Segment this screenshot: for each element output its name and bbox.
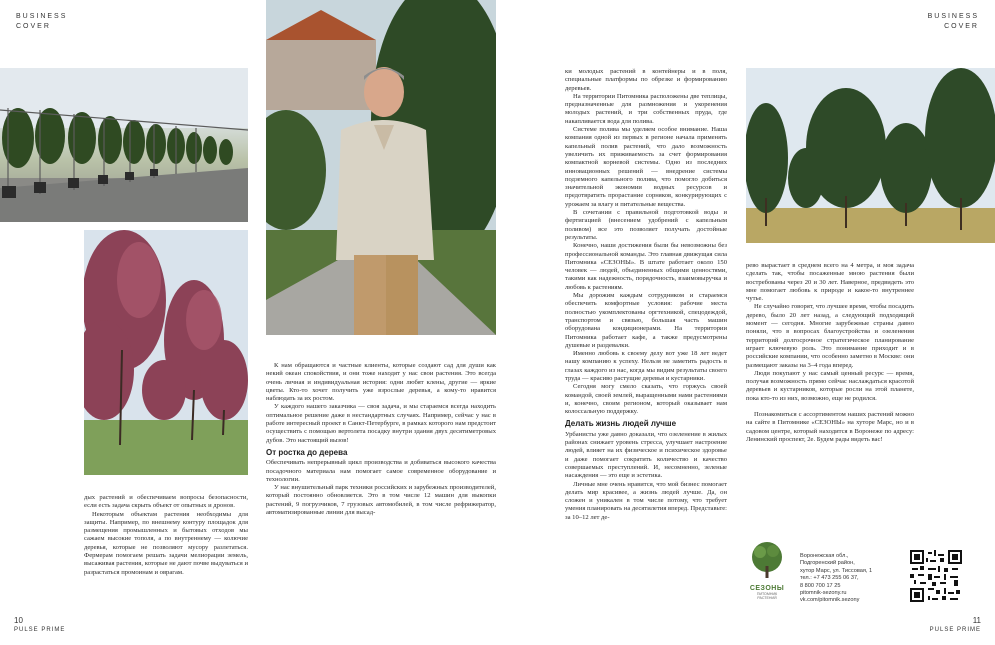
logo-name: СЕЗОНЫ — [749, 585, 785, 592]
article-column-1 — [84, 494, 248, 612]
section-header-left — [16, 12, 67, 32]
contact-line: pitomnik-sezony.ru — [800, 590, 847, 597]
paragraph: дых растений и обеспечиваем вопросы безопасности, если есть задача скрыть объект от опытных и дронов. — [84, 494, 248, 510]
paragraph: Обеспечивать непрерывный цикл производства и добиваться высокого качества посадочного материала нам помогает самое современное оборудование и технологии. — [266, 459, 496, 483]
paragraph: У нас внушительный парк техники российских и зарубежных производителей, который постоянно обновляется. Это в том числе 12 машин для выкопки растений, 9 погрузчиков, 7 грузовых автомобилей, в том числе рефрижератор, автоматизированные линии для высад- — [266, 484, 496, 517]
paragraph: К нам обращаются и частные клиенты, которые создают сад для души как некий океан спокойствия, и они тоже находят у нас свои растения. Это всегда очень личная и индивидуальная история: одни любят клены, другие — яркие цветы. Кто-то хочет получить уже взрослые деревья, а кому-то нравится наблюдать за их ростом. — [266, 362, 496, 403]
contact-line: vk.com/pitomnik.sezony — [800, 597, 860, 604]
paragraph: Личные мне очень нравится, что мой бизнес помогает делать мир красивее, а жизнь людей лучше. Да, он сложен и уникален в том числе потому, что требует умения планировать на десятилетия вперед. Представьте: за 10–12 лет де- — [565, 480, 727, 521]
paragraph: ки молодых растений в контейнеры и в поля, специальные платформы по обрезке и формированию деревьев. — [565, 68, 727, 92]
paragraph: На территории Питомника расположены две теплицы, предназначенные для размножения и укоренения молодых растений, и три собственных пруда, где накапливается вода для полива. — [565, 92, 727, 125]
tree-logo-icon — [748, 540, 786, 580]
article-column-4 — [746, 262, 914, 506]
contact-line: Воронежская обл., — [800, 553, 849, 559]
logo-tagline: ПИТОМНИК РАСТЕНИЙ — [756, 592, 778, 600]
portrait-photo — [266, 0, 496, 335]
paragraph: Урбанисты уже давно доказали, что озеленение в жилых районах снижает уровень стресса, улучшает настроение людей, влияет на их физическое и психическое здоровье и даже помогает сократить количество и качество совершаемых преступлений. И, несомненно, зеленые насаждения — это еще и эстетика. — [565, 430, 727, 480]
blossom-trees-photo — [84, 230, 248, 475]
paragraph: Системе полива мы уделяем особое внимание. Наша компания одной из первых в регионе начала применять капельный полив растений, что дало возможность увеличить их приживаемость за счет формирования компактной корневой системы. Одно из последних инновационных решений — внедрение системы подземного капельного полива, что помогло добиться значительной экономии водных ресурсов и предотвратить прорастание сорняков, конкурирующих с урожаем за влагу и питательные вещества. — [565, 126, 727, 208]
contact-line: хутор Марс, ул. Тиссовая, 1 — [800, 567, 873, 574]
paragraph: Мы дорожим каждым сотрудником и стараемся обеспечить комфортные условия: рабочие места полностью укомплектованы оргтехникой, спецодеждой, транспортом и связью, большая часть машин оборудована кондиционерами. На территории Питомника работает кафе, а также предусмотрены душевые и раздевалки. — [565, 292, 727, 349]
portrait-illustration — [266, 0, 496, 335]
contact-block — [800, 553, 872, 605]
sezony-logo — [748, 540, 786, 604]
paragraph: Познакомиться с ассортиментом наших растений можно на сайте в Питомнике «СЕЗОНЫ» на хуторе Марс, но и в садовом центре, который находится в Воронеже по адресу: Ленинский проспект, 2е. Будем рады видеть вас! — [746, 411, 914, 443]
section-sublabel: COVER — [16, 23, 51, 30]
section-heading: Делать жизнь людей лучше — [565, 419, 677, 429]
contact-line: 8 800 700 17 25 — [800, 582, 841, 589]
brand-footer-left: PULSE PRIME — [14, 627, 66, 633]
qr-code-icon — [910, 550, 962, 602]
page-number-right: 11 — [972, 616, 981, 625]
blossom-trees-illustration — [84, 230, 248, 475]
section-heading: От ростка до дерева — [266, 447, 348, 457]
paragraph: Именно любовь к своему делу вот уже 18 лет ведет нашу компанию к успеху. Нельзя не заметить радость в глазах каждого из нас, когда мы видим результаты своего труда — красиво растущие деревья и кустарники. — [565, 350, 727, 382]
paragraph: У каждого нашего заказчика — своя задача, и мы стараемся всегда находить оптимальное решение даже в нестандартных случаях. Например, сейчас у нас в работе интересный проект в Санкт-Петербурге, в рамках которого нам предстоит осуществить с помощью вертолета посадку внутри здания двух десятиметровых дубов. Это настоящий вызов! — [266, 403, 496, 444]
section-label: BUSINESS — [927, 13, 979, 20]
pine-trees-illustration — [746, 68, 995, 243]
article-column-3 — [565, 68, 727, 612]
contact-line: тел.: +7 473 255 06 37, — [800, 575, 859, 582]
contact-line: Подгоренский район, — [800, 560, 855, 567]
paragraph: В сочетании с правильной подготовкой воды и фертигацией (внесением удобрений с капельным поливом) все это позволяет получать достойные результаты. — [565, 209, 727, 241]
section-header-right — [928, 12, 979, 32]
paragraph: Конечно, наши достижения были бы невозможны без профессиональной команды. Это главная движущая сила Питомника «СЕЗОНЫ». В штате работает около 150 человек — людей, объединенных общими ценностями, такими как надежность, порядочность, взаимовыручка и любовь к растениям. — [565, 242, 727, 291]
article-column-2 — [266, 362, 496, 612]
nursery-rows-illustration — [0, 68, 248, 222]
brand-footer-right: PULSE PRIME — [929, 627, 981, 633]
section-label: BUSINESS — [16, 13, 68, 20]
paragraph: Сегодня могу смело сказать, что горжусь своей командой, своей землей, выращенными нами растениями и, конечно, своим регионом, который оказывает нам колоссальную поддержку. — [565, 383, 727, 416]
paragraph: Некоторым объектам растения необходимы для защиты. Например, по внешнему контуру площадок для размещения промышленных и бытовых отходов мы сажаем высокие тополя, а по внутреннему — колючие деревья, которые не позволяют мусору разлетаться. Фермерам помогаем решать задачи мелиорации земель, высаживая растения, которые не дают почве выдуваться и разрастаться промоинам и оврагам. — [84, 510, 248, 576]
paragraph: рево вырастает в среднем всего на 4 метра, и моя задача сделать так, чтобы посаженные мною растения были востребованы через 20 и 30 лет. Наверное, предвидеть это мне помогает любовь к природе и какое-то внутреннее чутье. — [746, 262, 914, 303]
pine-trees-photo — [746, 68, 995, 243]
paragraph: Люди покупают у нас самый ценный ресурс — время, получая возможность прямо сейчас наслаждаться красотой деревьев и кустарников, которые росли на этой планете, пока кто-то из них, возможно, еще не родился. — [746, 369, 914, 402]
paragraph: Не случайно говорят, что лучшее время, чтобы посадить дерево, было 20 лет назад, а следующий подходящий момент — сегодня. Многие зарубежные страны давно поняли, что в вопросах благоустройства и озеленения территорий долгосрочное стратегическое планирование играет ключевую роль. Это понимание приходит и в российские компании, что особенно заметно в Москве: они размещают заказы на 3–4 года вперед. — [746, 303, 914, 369]
nursery-rows-photo — [0, 68, 248, 222]
page-number-left: 10 — [14, 616, 23, 625]
section-sublabel: COVER — [944, 23, 979, 30]
